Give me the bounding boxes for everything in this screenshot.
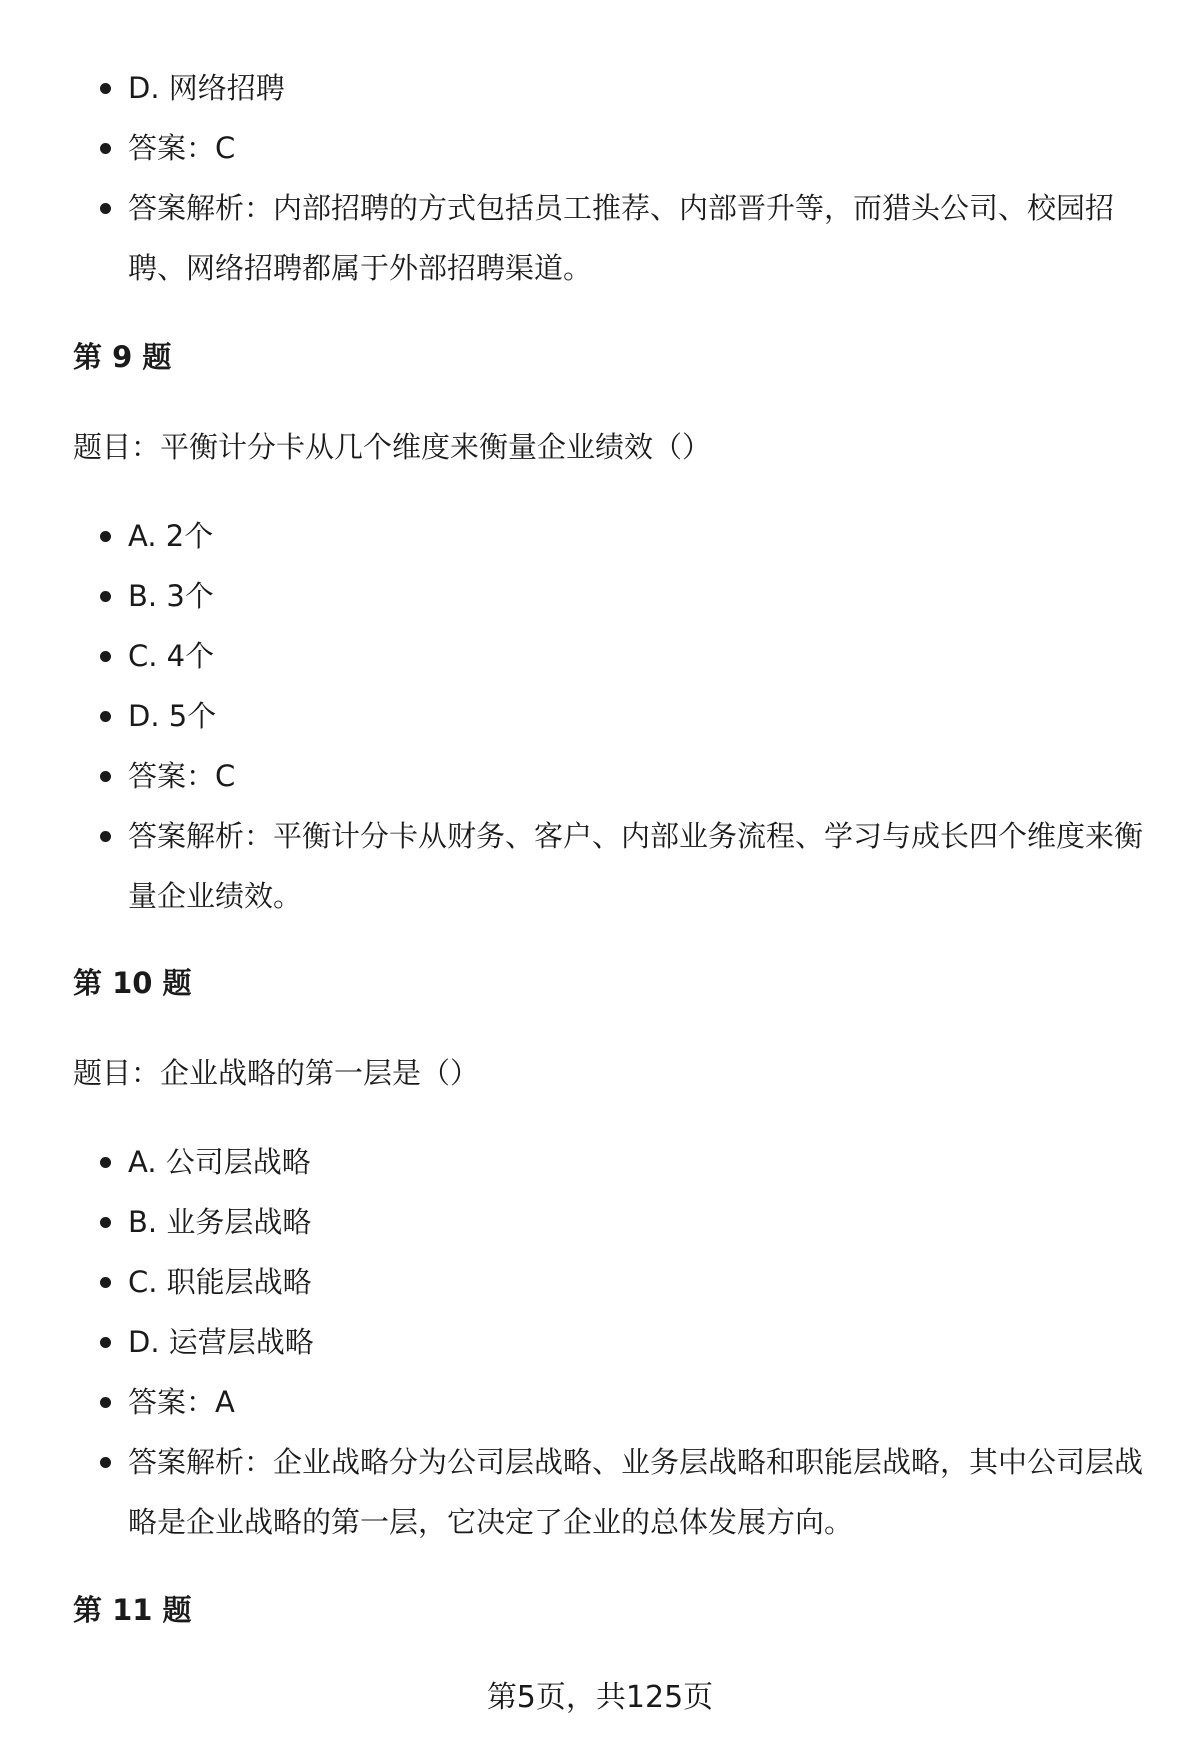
page-indicator: 第5页，共125页 [486, 1680, 714, 1715]
q9-question: 题目：平衡计分卡从几个维度来衡量企业绩效（） [73, 430, 712, 464]
q10-option-d: D. 运营层战略 [128, 1312, 1148, 1372]
q11-heading: 第 11 题 [73, 1593, 192, 1627]
q9-option-c: C. 4个 [128, 626, 1148, 686]
q8-explanation: 答案解析：内部招聘的方式包括员工推荐、内部晋升等，而猎头公司、校园招聘、网络招聘都属于外部招聘渠道。 [128, 178, 1148, 298]
q9-heading: 第 9 题 [73, 340, 172, 374]
q10-option-a: A. 公司层战略 [128, 1132, 1148, 1192]
q10-answer: 答案：A [128, 1372, 1148, 1432]
q10-option-c: C. 职能层战略 [128, 1252, 1148, 1312]
q9-answer: 答案：C [128, 746, 1148, 806]
q10-heading: 第 10 题 [73, 966, 192, 1000]
q9-option-b: B. 3个 [128, 566, 1148, 626]
q10-question: 题目：企业战略的第一层是（） [73, 1056, 480, 1090]
q10-explanation: 答案解析：企业战略分为公司层战略、业务层战略和职能层战略，其中公司层战略是企业战略的第一层，它决定了企业的总体发展方向。 [128, 1432, 1148, 1552]
q8-option-d: D. 网络招聘 [128, 58, 1148, 118]
q9-explanation: 答案解析：平衡计分卡从财务、客户、内部业务流程、学习与成长四个维度来衡量企业绩效。 [128, 806, 1148, 926]
q8-answer: 答案：C [128, 118, 1148, 178]
q10-option-b: B. 业务层战略 [128, 1192, 1148, 1252]
q9-option-a: A. 2个 [128, 506, 1148, 566]
q9-option-d: D. 5个 [128, 686, 1148, 746]
